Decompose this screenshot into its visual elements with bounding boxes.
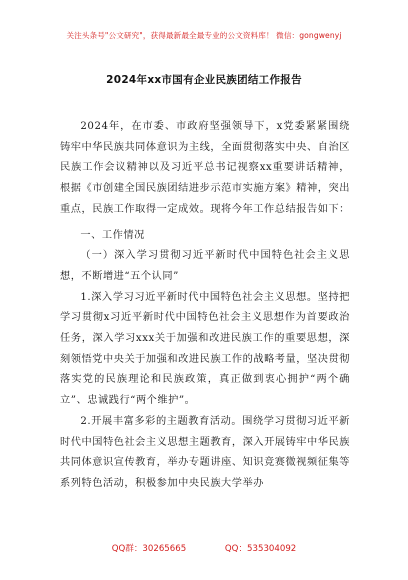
page-title: 2024年xx市国有企业民族团结工作报告 <box>106 74 302 86</box>
footer-contact <box>0 542 408 554</box>
body-paragraph: 1.深入学习习近平新时代中国特色社会主义思想。坚持把学习贯彻x习近平新时代中国特色社会主义思想作为首要政治任务，深入学习xxx关于加强和改进民族工作的重要思想，深刻领悟党中央关于加强和改进民族工作的战略考量，坚决贯彻落实党的民族理论和民族政策，真正做到衷心拥护“两个确立”、忠诚践行“两个维护”。 <box>60 291 350 407</box>
body-paragraph: 2.开展丰富多彩的主题教育活动。围绕学习贯彻习近平新时代中国特色社会主义思想主题教育，深入开展铸牢中华民族共同体意识宣传教育，举办专题讲座、知识竞赛微视频征集等系列特色活动，积极参加中央民族大学举办 <box>60 415 350 489</box>
section-heading: 一、工作情况 <box>80 229 145 241</box>
subsection-heading: （一）深入学习贯彻习近平新时代中国特色社会主义思想，不断增进“五个认同” <box>60 250 350 282</box>
intro-paragraph: 2024年，在市委、市政府坚强领导下，x党委紧紧围绕铸牢中华民族共同体意识为主线，全面贯彻落实中央、自治区民族工作会议精神以及习近平总书记视察xx重要讲话精神，根据《市创建全国民族团结进步示范市实施方案》精神，突出重点，民族工作取得一定成效。现将今年工作总结报告如下： <box>60 121 350 215</box>
document-body <box>60 117 350 495</box>
header-note: 关注头条号"公文研究"，获得最新最全最专业的公文资料库！ 微信：gongwenyj <box>66 31 342 40</box>
footer-qq: QQ：535304092 <box>224 544 297 554</box>
footer-qq-group: QQ群：30265665 <box>111 544 187 554</box>
